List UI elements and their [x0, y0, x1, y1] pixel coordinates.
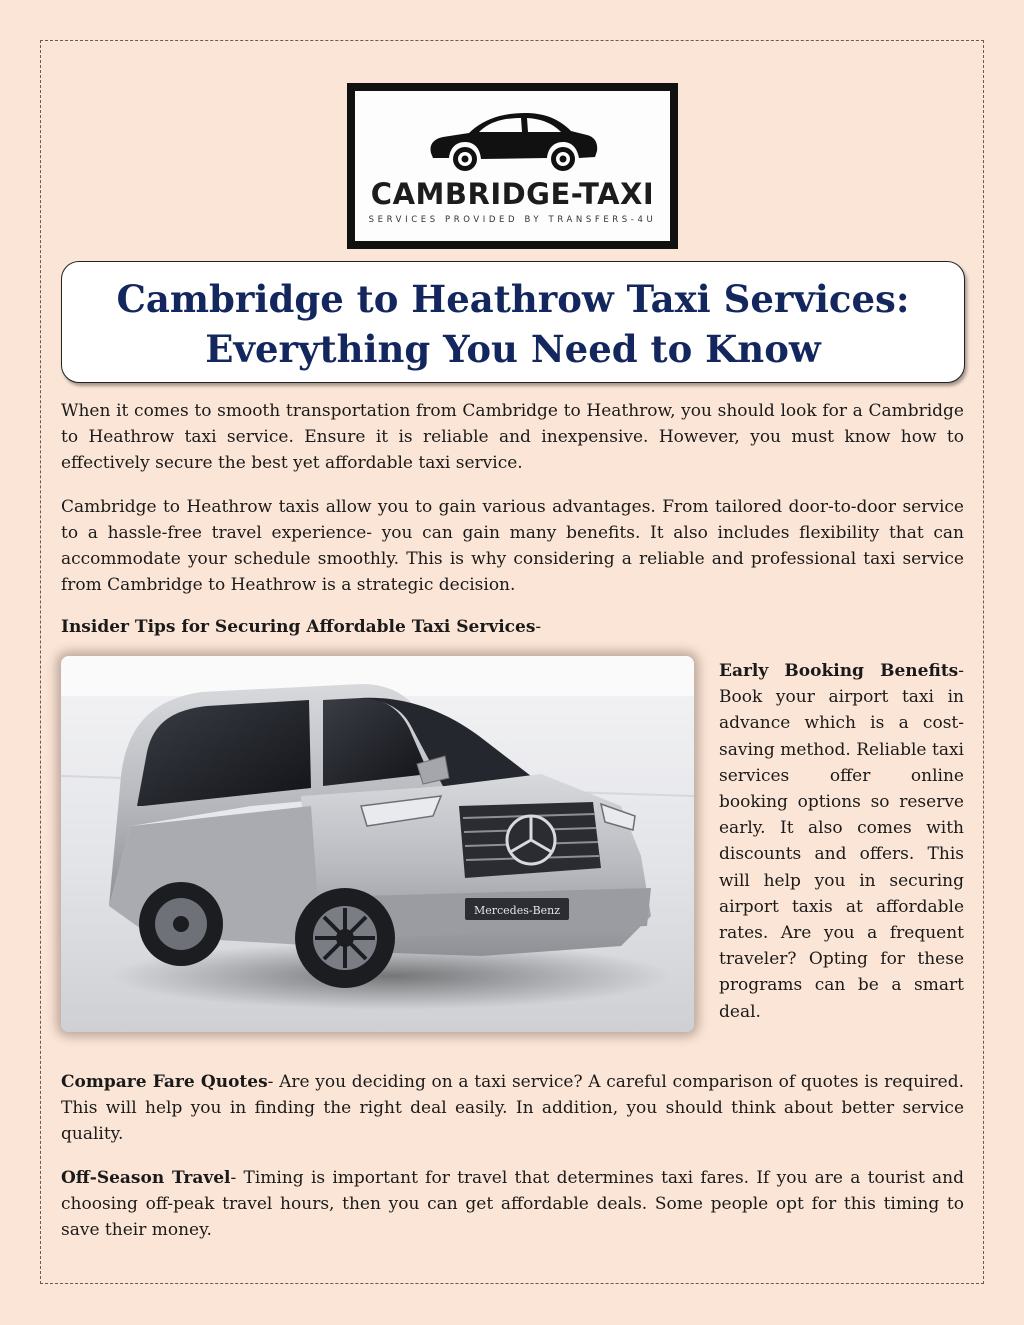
van-plate-text: Mercedes-Benz: [473, 904, 561, 917]
off-season-tip: [61, 1165, 964, 1243]
early-booking-label: Early Booking Benefits: [719, 661, 959, 681]
early-booking-text: - Book your airport taxi in advance which is a cost-saving method. Reliable taxi services offer online booking options so reserve early. It also comes with discounts and offers. This will help you in securing airport taxis at affordable rates. Are you a frequent traveler? Opting for these programs can be a smart deal.: [719, 661, 964, 1022]
intro-paragraph: When it comes to smooth transportation from Cambridge to Heathrow, you should look for a Cambridge to Heathrow taxi service. Ensure it is reliable and inexpensive. However, you must know how to effectively secure the best yet affordable taxi service.: [61, 401, 964, 473]
title-box: [61, 261, 965, 383]
logo-inner: [353, 89, 672, 243]
compare-quotes-tip: [61, 1069, 964, 1147]
cambridge-taxi-logo: [347, 83, 678, 249]
tips-heading-label: Insider Tips for Securing Affordable Taxi Services: [61, 617, 536, 637]
page-title-line1: Cambridge to Heathrow Taxi Services:: [116, 277, 910, 321]
off-season-text: - Timing is important for travel that determines taxi fares. If you are a tourist and choosing off-peak travel hours, then you can get affordable deals. Some people opt for this timing to save their money.: [61, 1168, 964, 1240]
compare-quotes-text: - Are you deciding on a taxi service? A careful comparison of quotes is required. This will help you in finding the right deal easily. In addition, you should think about better service quality.: [61, 1072, 964, 1144]
logo-brand-name: CAMBRIDGE-TAXI: [370, 177, 655, 211]
car-silhouette-icon: [425, 105, 601, 179]
off-season-label: Off-Season Travel: [61, 1168, 231, 1188]
van-image: [61, 656, 694, 1032]
compare-quotes-label: Compare Fare Quotes: [61, 1072, 268, 1092]
tips-heading: [61, 614, 541, 640]
early-booking-tip: [719, 658, 964, 1025]
logo-tagline: SERVICES PROVIDED BY TRANSFERS-4U: [368, 215, 657, 225]
mercedes-van-illustration: [61, 656, 694, 1032]
advantages-paragraph: Cambridge to Heathrow taxis allow you to gain various advantages. From tailored door-to-door service to a hassle-free travel experience- you can gain many benefits. It also includes flexibility that can accommodate your schedule smoothly. This is why considering a reliable and professional taxi service from Cambridge to Heathrow is a strategic decision.: [61, 497, 964, 595]
page-title-line2: Everything You Need to Know: [205, 327, 821, 371]
page-title: [62, 262, 964, 374]
tips-heading-suffix: -: [535, 617, 542, 637]
